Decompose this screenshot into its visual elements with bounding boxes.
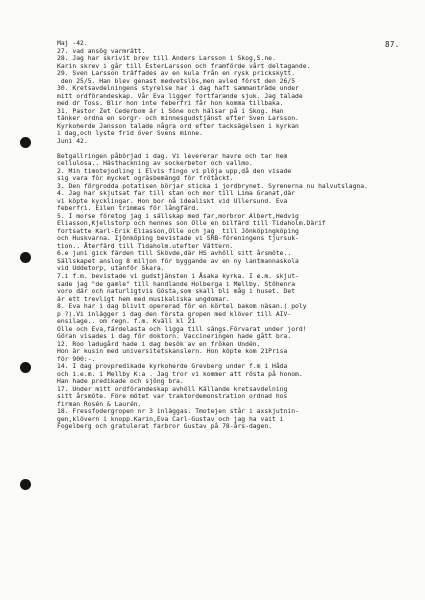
text-line: Han hade predikade och sjöng bra.: [57, 378, 184, 386]
text-line: sitt årsmöte. Före mötet var traktordemonstration ordnad hos: [57, 393, 288, 401]
text-line: feberfri. Eilen trimmas för långfärd.: [57, 205, 200, 213]
text-line: vi köpte kycklingar. Hon bor nå idealiskt vid Ullersund. Eva: [57, 197, 288, 205]
text-line: Betgallringen påbörjad i dag. Vi levererar havre och tar hem: [57, 152, 288, 160]
typed-diary-text: [57, 40, 417, 431]
text-line: och i.e.m. i Mellby K:a . Jag tror vi kommer att rösta på honom.: [57, 370, 303, 378]
text-line: Hon är kusin med universitetskanslern. Hon köpte kom 21Prisa: [57, 348, 288, 356]
punch-hole-3: [20, 362, 31, 373]
text-line: mitt ordförandeskap. Vår Eva ligger fortfarande sjuk. Jag talade: [57, 92, 303, 100]
text-line: 29. Sven Larsson träffades av en kula från en rysk prickskytt.: [57, 70, 296, 78]
text-line: Karin skrev i går till EsterLarsson och framförde vårt deltagande.: [57, 62, 311, 70]
text-line: Eliasson,Kjellstorp och hennes son Olle en bilfärd till Tidaholm.Därif: [57, 220, 326, 228]
text-line: 17. Under mitt ordförandeskap avhöll Källande kretsavdelning: [57, 385, 288, 393]
text-line: 8. Eva har i dag blivit opererad för en körtel bakom näsan.( poly: [57, 303, 307, 311]
text-line: firman Rosén & Laurén.: [57, 400, 142, 408]
text-line: cellulosa.. Hästhackning av sockerbetor och vallmo.: [57, 160, 253, 168]
text-line: 5. I morse företog jag i sällskap med far,morbror Albert,Hedvig: [57, 212, 299, 220]
text-line: 14. I dag provpredikade kyrkoherde Grevberg under f.m i Håda: [57, 363, 288, 371]
text-line: för 900:-.: [57, 355, 96, 363]
text-line: Göran visades i dag för doktorn. Vaccineringen hade gått bra.: [57, 333, 292, 341]
text-line: 3. Den förgrodda potatisen börjar sticka i jordbrynet. Syrenerna nu halvutslagna.: [57, 182, 368, 190]
text-line: den 25/5. Han blev genast medvetslös,men avled först den 26/5: [57, 77, 296, 85]
text-line: ensilage.. om regn. f.m. Kväll kl 21: [57, 318, 196, 326]
punch-hole-1: [20, 137, 31, 148]
text-line: 18. Fressfodergropen nr 3 inläggas. Tmotejen står i axskjutnin-: [57, 408, 299, 416]
text-line: tänker ordna en sorgr- och minnesgudstjänst efter Sven Larsson.: [57, 115, 299, 123]
text-line: är ett trevligt hem med musikaliska ungdomar.: [57, 295, 230, 303]
text-line: p ?).Vi inlägger i dag den första gropen med klöver till AIV-: [57, 310, 292, 318]
text-line: 4. Jag har skjutsat far till stan och mor till Lima Granat,där: [57, 190, 296, 198]
text-line: sade jag "de gamle" till handlande Holberga i Mellby. Stöhenra: [57, 280, 296, 288]
text-line: 30. Kretsavdelningens styrelse har i dag haft sammanträde under: [57, 85, 299, 93]
text-line: vid Uddetorp, utanför Skara.: [57, 265, 165, 273]
text-line: Kyrkoherde Jansson talade några ord efter tacksägelsen i kyrkan: [57, 122, 299, 130]
text-line: Juni 42.: [57, 137, 88, 145]
text-line: 2. Min timotejodling i Elvis fingo vi plöja upp,då den visade: [57, 167, 292, 175]
text-line: Maj -42.: [57, 40, 88, 47]
text-line: 27. vad ansög varmrätt.: [57, 47, 146, 55]
text-line: Sällskapet anslog 8 miljon för byggande av en ny lantmannaskola: [57, 257, 299, 265]
text-line: 12. Roo ladugård hade i dag besök av en fröken Undén.: [57, 340, 261, 348]
text-line: och Huskvarna. Ijönköping bevistade vi SRB-föreningens tjursuk-: [57, 235, 299, 243]
text-line: [57, 145, 417, 153]
text-line: med dr Toss. Blir hon inte feberfri får hon komma tillbaka.: [57, 100, 284, 108]
page-number: 87.: [385, 40, 400, 49]
text-line: sig vara för mycket ogräsbemängd för frötäckt.: [57, 175, 234, 183]
text-line: i dag,och lyste frid över Svens minne.: [57, 130, 203, 138]
text-line: 28. Jag har skrivit brev till Anders Larsson i Skog,S.ne.: [57, 55, 276, 63]
text-line: 6.e juni gick färden till Skövde,där HS avhöll sitt årsmöte..: [57, 250, 292, 258]
text-line: tion.. Återfärd till Tidaholm.utefter Vättern.: [57, 242, 234, 250]
text-line: Olle och Eva,färdelasta och ligga till sängs.Förvarat under jord!: [57, 325, 307, 333]
text-line: 7.i f.m. bevistade vi gudstjänsten i Åsaka kyrka. I e.m. skjut-: [57, 272, 299, 280]
text-line: gen,klövern i knopp.Karin,Eva Carl-Gustav och jag ha vait i: [57, 415, 284, 423]
punch-hole-4: [20, 479, 31, 490]
text-line: Fogelberg och gratulerat farbror Gustav på 78-års-dagen.: [57, 423, 272, 431]
text-line: voro där och naturligtvis Gösta,som skall bli måg i huset. Det: [57, 288, 296, 296]
text-line: fortsatte Karl-Erik Eliasson,Olle och jag till Jönköpingköping: [57, 227, 299, 235]
text-line: 31. Pastor Zet Cederbom är i Söne och hälsar på i Skog. Han: [57, 107, 284, 115]
punch-hole-2: [20, 252, 31, 263]
